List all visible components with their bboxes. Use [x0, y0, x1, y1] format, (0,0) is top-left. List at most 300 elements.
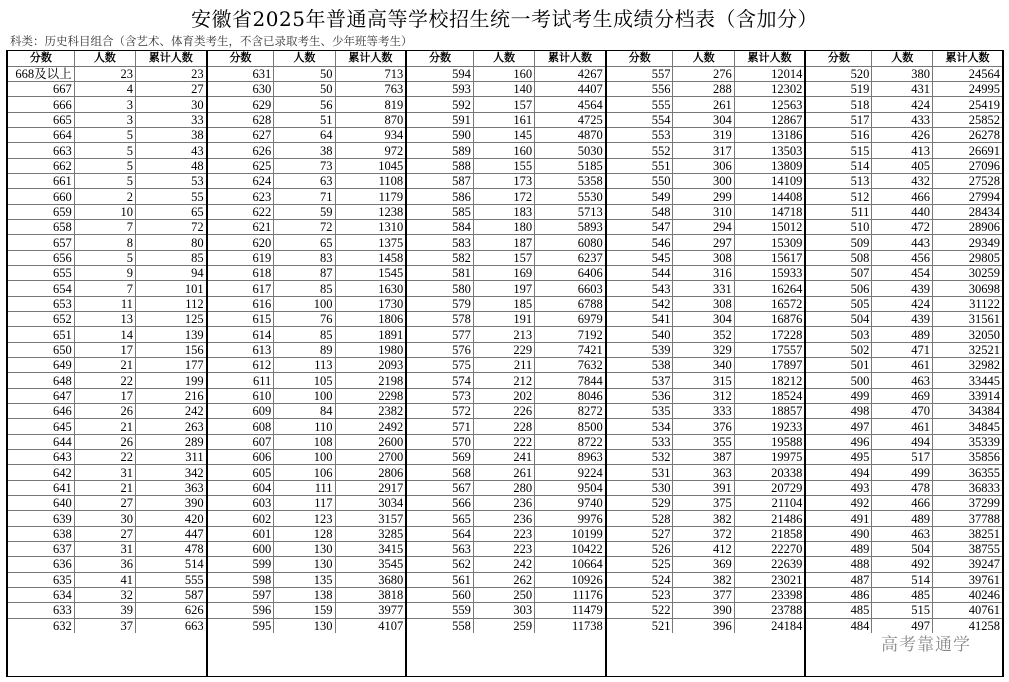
- table-row: [806, 557, 1002, 572]
- score-cell: 506: [806, 281, 872, 296]
- score-cell: 519: [806, 82, 872, 97]
- score-table: [208, 51, 406, 633]
- cumulative-cell: 8272: [535, 404, 605, 419]
- count-cell: 466: [872, 189, 933, 204]
- cumulative-cell: 40761: [933, 603, 1002, 618]
- score-cell: 522: [607, 603, 673, 618]
- score-cell: 623: [208, 189, 274, 204]
- table-row: [806, 174, 1002, 189]
- score-cell: 601: [208, 526, 274, 541]
- table-row: [8, 174, 206, 189]
- count-cell: 463: [872, 526, 933, 541]
- count-cell: 241: [473, 450, 534, 465]
- table-row: [208, 235, 406, 250]
- cumulative-cell: 39761: [933, 572, 1002, 587]
- score-cell: 630: [208, 82, 274, 97]
- count-cell: 211: [473, 358, 534, 373]
- count-cell: 471: [872, 342, 933, 357]
- cumulative-cell: 14718: [734, 204, 804, 219]
- cumulative-cell: 12867: [734, 112, 804, 127]
- count-cell: 9: [74, 266, 135, 281]
- table-row: [8, 419, 206, 434]
- score-cell: 573: [407, 388, 473, 403]
- score-cell: 566: [407, 496, 473, 511]
- table-row: [8, 465, 206, 480]
- cumulative-cell: 2700: [335, 450, 405, 465]
- count-cell: 261: [473, 465, 534, 480]
- table-block-5: [804, 51, 1004, 676]
- count-cell: 499: [872, 465, 933, 480]
- table-row: [607, 618, 805, 633]
- table-row: [208, 542, 406, 557]
- table-row: [607, 281, 805, 296]
- score-cell: 598: [208, 572, 274, 587]
- count-cell: 380: [872, 66, 933, 81]
- cumulative-cell: 27: [135, 82, 205, 97]
- cumulative-cell: 3157: [335, 511, 405, 526]
- count-cell: 11: [74, 296, 135, 311]
- score-cell: 600: [208, 542, 274, 557]
- count-cell: 382: [673, 572, 734, 587]
- cumulative-cell: 1806: [335, 312, 405, 327]
- count-cell: 51: [274, 112, 335, 127]
- cumulative-cell: 19588: [734, 434, 804, 449]
- cumulative-cell: 5358: [535, 174, 605, 189]
- count-cell: 517: [872, 450, 933, 465]
- table-row: [208, 450, 406, 465]
- score-cell: 559: [407, 603, 473, 618]
- cumulative-cell: 8722: [535, 434, 605, 449]
- score-cell: 609: [208, 404, 274, 419]
- table-row: [208, 465, 406, 480]
- table-row: [208, 388, 406, 403]
- table-row: [806, 358, 1002, 373]
- table-row: [607, 587, 805, 602]
- cumulative-cell: 2298: [335, 388, 405, 403]
- score-cell: 540: [607, 327, 673, 342]
- cumulative-header: 累计人数: [135, 51, 205, 66]
- count-cell: 32: [74, 587, 135, 602]
- cumulative-cell: 32521: [933, 342, 1002, 357]
- count-cell: 387: [673, 450, 734, 465]
- cumulative-cell: 30698: [933, 281, 1002, 296]
- score-cell: 589: [407, 143, 473, 158]
- table-row: [407, 465, 605, 480]
- count-cell: 128: [274, 526, 335, 541]
- score-cell: 605: [208, 465, 274, 480]
- score-cell: 633: [8, 603, 74, 618]
- cumulative-cell: 112: [135, 296, 205, 311]
- score-cell: 496: [806, 434, 872, 449]
- table-row: [8, 587, 206, 602]
- count-cell: 5: [74, 250, 135, 265]
- count-cell: 369: [673, 557, 734, 572]
- score-cell: 629: [208, 97, 274, 112]
- count-cell: 157: [473, 250, 534, 265]
- table-row: [8, 281, 206, 296]
- count-cell: 23: [74, 66, 135, 81]
- table-row: [607, 603, 805, 618]
- count-cell: 85: [274, 281, 335, 296]
- cumulative-cell: 27994: [933, 189, 1002, 204]
- score-cell: 587: [407, 174, 473, 189]
- count-cell: 85: [274, 327, 335, 342]
- cumulative-cell: 5030: [535, 143, 605, 158]
- score-cell: 484: [850, 619, 870, 634]
- table-row: [407, 158, 605, 173]
- count-cell: 5: [74, 158, 135, 173]
- count-cell: 454: [872, 266, 933, 281]
- count-cell: 494: [872, 434, 933, 449]
- score-cell: 505: [806, 296, 872, 311]
- cumulative-cell: 21858: [734, 526, 804, 541]
- score-cell: 637: [8, 542, 74, 557]
- score-cell: 660: [8, 189, 74, 204]
- count-cell: 117: [274, 496, 335, 511]
- score-cell: 504: [806, 312, 872, 327]
- score-cell: 489: [806, 542, 872, 557]
- table-row: [8, 526, 206, 541]
- score-cell: 527: [607, 526, 673, 541]
- table-row: [8, 235, 206, 250]
- table-row: [208, 511, 406, 526]
- score-cell: 619: [208, 250, 274, 265]
- cumulative-cell: 1108: [335, 174, 405, 189]
- count-cell: 71: [274, 189, 335, 204]
- count-cell: 413: [872, 143, 933, 158]
- table-row: [607, 66, 805, 81]
- cumulative-cell: 11479: [535, 603, 605, 618]
- count-cell: 433: [872, 112, 933, 127]
- count-cell: 113: [274, 358, 335, 373]
- score-cell: 659: [8, 204, 74, 219]
- cumulative-cell: 31122: [933, 296, 1002, 311]
- table-row: [208, 572, 406, 587]
- cumulative-header: 累计人数: [933, 51, 1002, 66]
- count-cell: 299: [673, 189, 734, 204]
- table-row: [806, 128, 1002, 143]
- score-cell: 607: [208, 434, 274, 449]
- cumulative-cell: 12014: [734, 66, 804, 81]
- cumulative-cell: 33: [135, 112, 205, 127]
- cumulative-cell: 15309: [734, 235, 804, 250]
- table-row: [208, 174, 406, 189]
- score-cell: 572: [407, 404, 473, 419]
- cumulative-cell: 15012: [734, 220, 804, 235]
- table-row: [407, 342, 605, 357]
- cumulative-cell: 4107: [335, 618, 405, 633]
- table-row: [208, 404, 406, 419]
- table-row: [208, 204, 406, 219]
- score-cell: 578: [407, 312, 473, 327]
- score-cell: 550: [607, 174, 673, 189]
- score-cell: 668及以上: [8, 66, 74, 81]
- score-cell: 583: [407, 235, 473, 250]
- score-cell: 610: [208, 388, 274, 403]
- table-row: [607, 266, 805, 281]
- table-row: [8, 388, 206, 403]
- table-row: [208, 281, 406, 296]
- count-cell: 489: [872, 327, 933, 342]
- count-cell: 456: [872, 250, 933, 265]
- cumulative-cell: 38755: [933, 542, 1002, 557]
- score-cell: 586: [407, 189, 473, 204]
- table-row: [407, 220, 605, 235]
- count-cell: 355: [673, 434, 734, 449]
- count-cell: 38: [274, 143, 335, 158]
- table-row: [607, 434, 805, 449]
- score-cell: 634: [8, 587, 74, 602]
- score-cell: 545: [607, 250, 673, 265]
- count-cell: 21: [74, 419, 135, 434]
- score-cell: 599: [208, 557, 274, 572]
- cumulative-cell: 478: [135, 542, 205, 557]
- score-cell: 526: [607, 542, 673, 557]
- score-cell: 638: [8, 526, 74, 541]
- score-cell: 515: [806, 143, 872, 158]
- score-cell: 521: [651, 619, 671, 634]
- count-cell: 489: [872, 511, 933, 526]
- table-row: [8, 404, 206, 419]
- score-cell: 514: [806, 158, 872, 173]
- cumulative-cell: 1891: [335, 327, 405, 342]
- count-cell: 333: [673, 404, 734, 419]
- table-row: [806, 220, 1002, 235]
- cumulative-cell: 242: [135, 404, 205, 419]
- count-cell: 308: [673, 250, 734, 265]
- score-cell: 516: [806, 128, 872, 143]
- table-row: [8, 220, 206, 235]
- score-cell: 502: [806, 342, 872, 357]
- cumulative-cell: 72: [135, 220, 205, 235]
- cumulative-cell: 11176: [535, 587, 605, 602]
- cumulative-cell: 30: [135, 97, 205, 112]
- cumulative-cell: 3545: [335, 557, 405, 572]
- table-row: [407, 281, 605, 296]
- cumulative-cell: 10926: [535, 572, 605, 587]
- table-row: [208, 603, 406, 618]
- cumulative-cell: 139: [135, 327, 205, 342]
- count-cell: 315: [673, 373, 734, 388]
- table-row: [8, 327, 206, 342]
- score-cell: 627: [208, 128, 274, 143]
- cumulative-cell: 15933: [734, 266, 804, 281]
- count-cell: 250: [473, 587, 534, 602]
- table-row: [407, 312, 605, 327]
- score-cell: 538: [607, 358, 673, 373]
- count-cell: 17: [74, 342, 135, 357]
- cumulative-cell: 13186: [734, 128, 804, 143]
- count-cell: 65: [274, 235, 335, 250]
- count-cell: 222: [473, 434, 534, 449]
- count-cell: 180: [473, 220, 534, 235]
- header-row: [607, 51, 805, 66]
- table-row: [607, 419, 805, 434]
- cumulative-cell: 33914: [933, 388, 1002, 403]
- score-cell: 574: [407, 373, 473, 388]
- cumulative-cell: 1458: [335, 250, 405, 265]
- cumulative-header: 累计人数: [734, 51, 804, 66]
- score-cell: 617: [208, 281, 274, 296]
- cumulative-cell: 12302: [734, 82, 804, 97]
- cumulative-cell: 36833: [933, 480, 1002, 495]
- score-cell: 616: [208, 296, 274, 311]
- count-cell: 497: [872, 618, 933, 633]
- cumulative-cell: 10664: [535, 557, 605, 572]
- cumulative-cell: 27096: [933, 158, 1002, 173]
- table-row: [806, 511, 1002, 526]
- score-cell: 582: [407, 250, 473, 265]
- table-row: [208, 112, 406, 127]
- cumulative-cell: 18212: [734, 373, 804, 388]
- count-cell: 138: [274, 587, 335, 602]
- table-row: [8, 618, 206, 633]
- count-cell: 5: [74, 143, 135, 158]
- count-cell: 26: [74, 434, 135, 449]
- cumulative-cell: 37299: [933, 496, 1002, 511]
- cumulative-cell: 13503: [734, 143, 804, 158]
- table-row: [208, 143, 406, 158]
- score-cell: 603: [208, 496, 274, 511]
- cumulative-cell: 3285: [335, 526, 405, 541]
- table-row: [607, 404, 805, 419]
- cumulative-cell: 16572: [734, 296, 804, 311]
- count-cell: 13: [74, 312, 135, 327]
- count-cell: 312: [673, 388, 734, 403]
- cumulative-cell: 1179: [335, 189, 405, 204]
- cumulative-cell: 94: [135, 266, 205, 281]
- count-header: 人数: [872, 51, 933, 66]
- count-cell: 64: [274, 128, 335, 143]
- count-cell: 159: [274, 603, 335, 618]
- score-cell: 606: [208, 450, 274, 465]
- table-row: [607, 465, 805, 480]
- table-row: [8, 373, 206, 388]
- count-cell: 160: [473, 143, 534, 158]
- table-row: [208, 373, 406, 388]
- table-row: [407, 296, 605, 311]
- cumulative-cell: 3977: [335, 603, 405, 618]
- count-cell: 84: [274, 404, 335, 419]
- table-row: [8, 603, 206, 618]
- table-row: [806, 82, 1002, 97]
- count-cell: 155: [473, 158, 534, 173]
- cumulative-cell: 3680: [335, 572, 405, 587]
- count-cell: 297: [673, 235, 734, 250]
- count-cell: 228: [473, 419, 534, 434]
- score-cell: 664: [8, 128, 74, 143]
- watermark-text: 高考靠通学: [881, 635, 971, 655]
- score-cell: 508: [806, 250, 872, 265]
- count-cell: 236: [473, 496, 534, 511]
- table-row: [607, 511, 805, 526]
- table-row: [806, 526, 1002, 541]
- table-row: [407, 82, 605, 97]
- score-cell: 507: [806, 266, 872, 281]
- score-cell: 536: [607, 388, 673, 403]
- count-cell: 31: [74, 465, 135, 480]
- score-cell: 501: [806, 358, 872, 373]
- cumulative-cell: 2917: [335, 480, 405, 495]
- table-row: [607, 128, 805, 143]
- cumulative-cell: 870: [335, 112, 405, 127]
- table-row: [208, 296, 406, 311]
- cumulative-cell: 34384: [933, 404, 1002, 419]
- score-header: 分数: [806, 51, 872, 66]
- cumulative-cell: 177: [135, 358, 205, 373]
- cumulative-cell: 5713: [535, 204, 605, 219]
- table-row: [607, 542, 805, 557]
- cumulative-cell: 20338: [734, 465, 804, 480]
- cumulative-cell: 156: [135, 342, 205, 357]
- cumulative-cell: 33445: [933, 373, 1002, 388]
- score-cell: 662: [8, 158, 74, 173]
- cumulative-cell: 65: [135, 204, 205, 219]
- table-row: [806, 112, 1002, 127]
- cumulative-cell: 4564: [535, 97, 605, 112]
- table-row: [407, 557, 605, 572]
- count-cell: 229: [473, 342, 534, 357]
- table-row: [607, 158, 805, 173]
- table-row: [806, 388, 1002, 403]
- count-cell: 470: [872, 404, 933, 419]
- cumulative-cell: 5185: [535, 158, 605, 173]
- count-cell: 304: [673, 112, 734, 127]
- score-cell: 648: [8, 373, 74, 388]
- cumulative-cell: 587: [135, 587, 205, 602]
- cumulative-cell: 447: [135, 526, 205, 541]
- cumulative-cell: 6237: [535, 250, 605, 265]
- cumulative-cell: 6979: [535, 312, 605, 327]
- score-cell: 588: [407, 158, 473, 173]
- table-row: [8, 158, 206, 173]
- score-cell: 622: [208, 204, 274, 219]
- score-cell: 613: [208, 342, 274, 357]
- cumulative-cell: 55: [135, 189, 205, 204]
- header-row: [208, 51, 406, 66]
- table-row: [8, 204, 206, 219]
- score-cell: 567: [407, 480, 473, 495]
- count-cell: 331: [673, 281, 734, 296]
- count-cell: 22: [74, 450, 135, 465]
- cumulative-cell: 1630: [335, 281, 405, 296]
- cumulative-cell: 22270: [734, 542, 804, 557]
- table-row: [407, 358, 605, 373]
- score-cell: 651: [8, 327, 74, 342]
- cumulative-cell: 28434: [933, 204, 1002, 219]
- count-cell: 478: [872, 480, 933, 495]
- score-cell: 657: [8, 235, 74, 250]
- count-cell: 223: [473, 526, 534, 541]
- score-cell: 524: [607, 572, 673, 587]
- score-cell: 650: [8, 342, 74, 357]
- score-cell: 488: [806, 557, 872, 572]
- table-row: [407, 143, 605, 158]
- count-cell: 504: [872, 542, 933, 557]
- count-cell: 36: [74, 557, 135, 572]
- count-cell: 5: [74, 174, 135, 189]
- table-row: [8, 450, 206, 465]
- count-cell: 87: [274, 266, 335, 281]
- count-cell: 73: [274, 158, 335, 173]
- score-cell: 557: [607, 66, 673, 81]
- table-row: [407, 618, 605, 633]
- cumulative-cell: 6406: [535, 266, 605, 281]
- count-cell: 472: [872, 220, 933, 235]
- cumulative-cell: 26278: [933, 128, 1002, 143]
- cumulative-cell: 555: [135, 572, 205, 587]
- count-cell: 37: [74, 618, 135, 633]
